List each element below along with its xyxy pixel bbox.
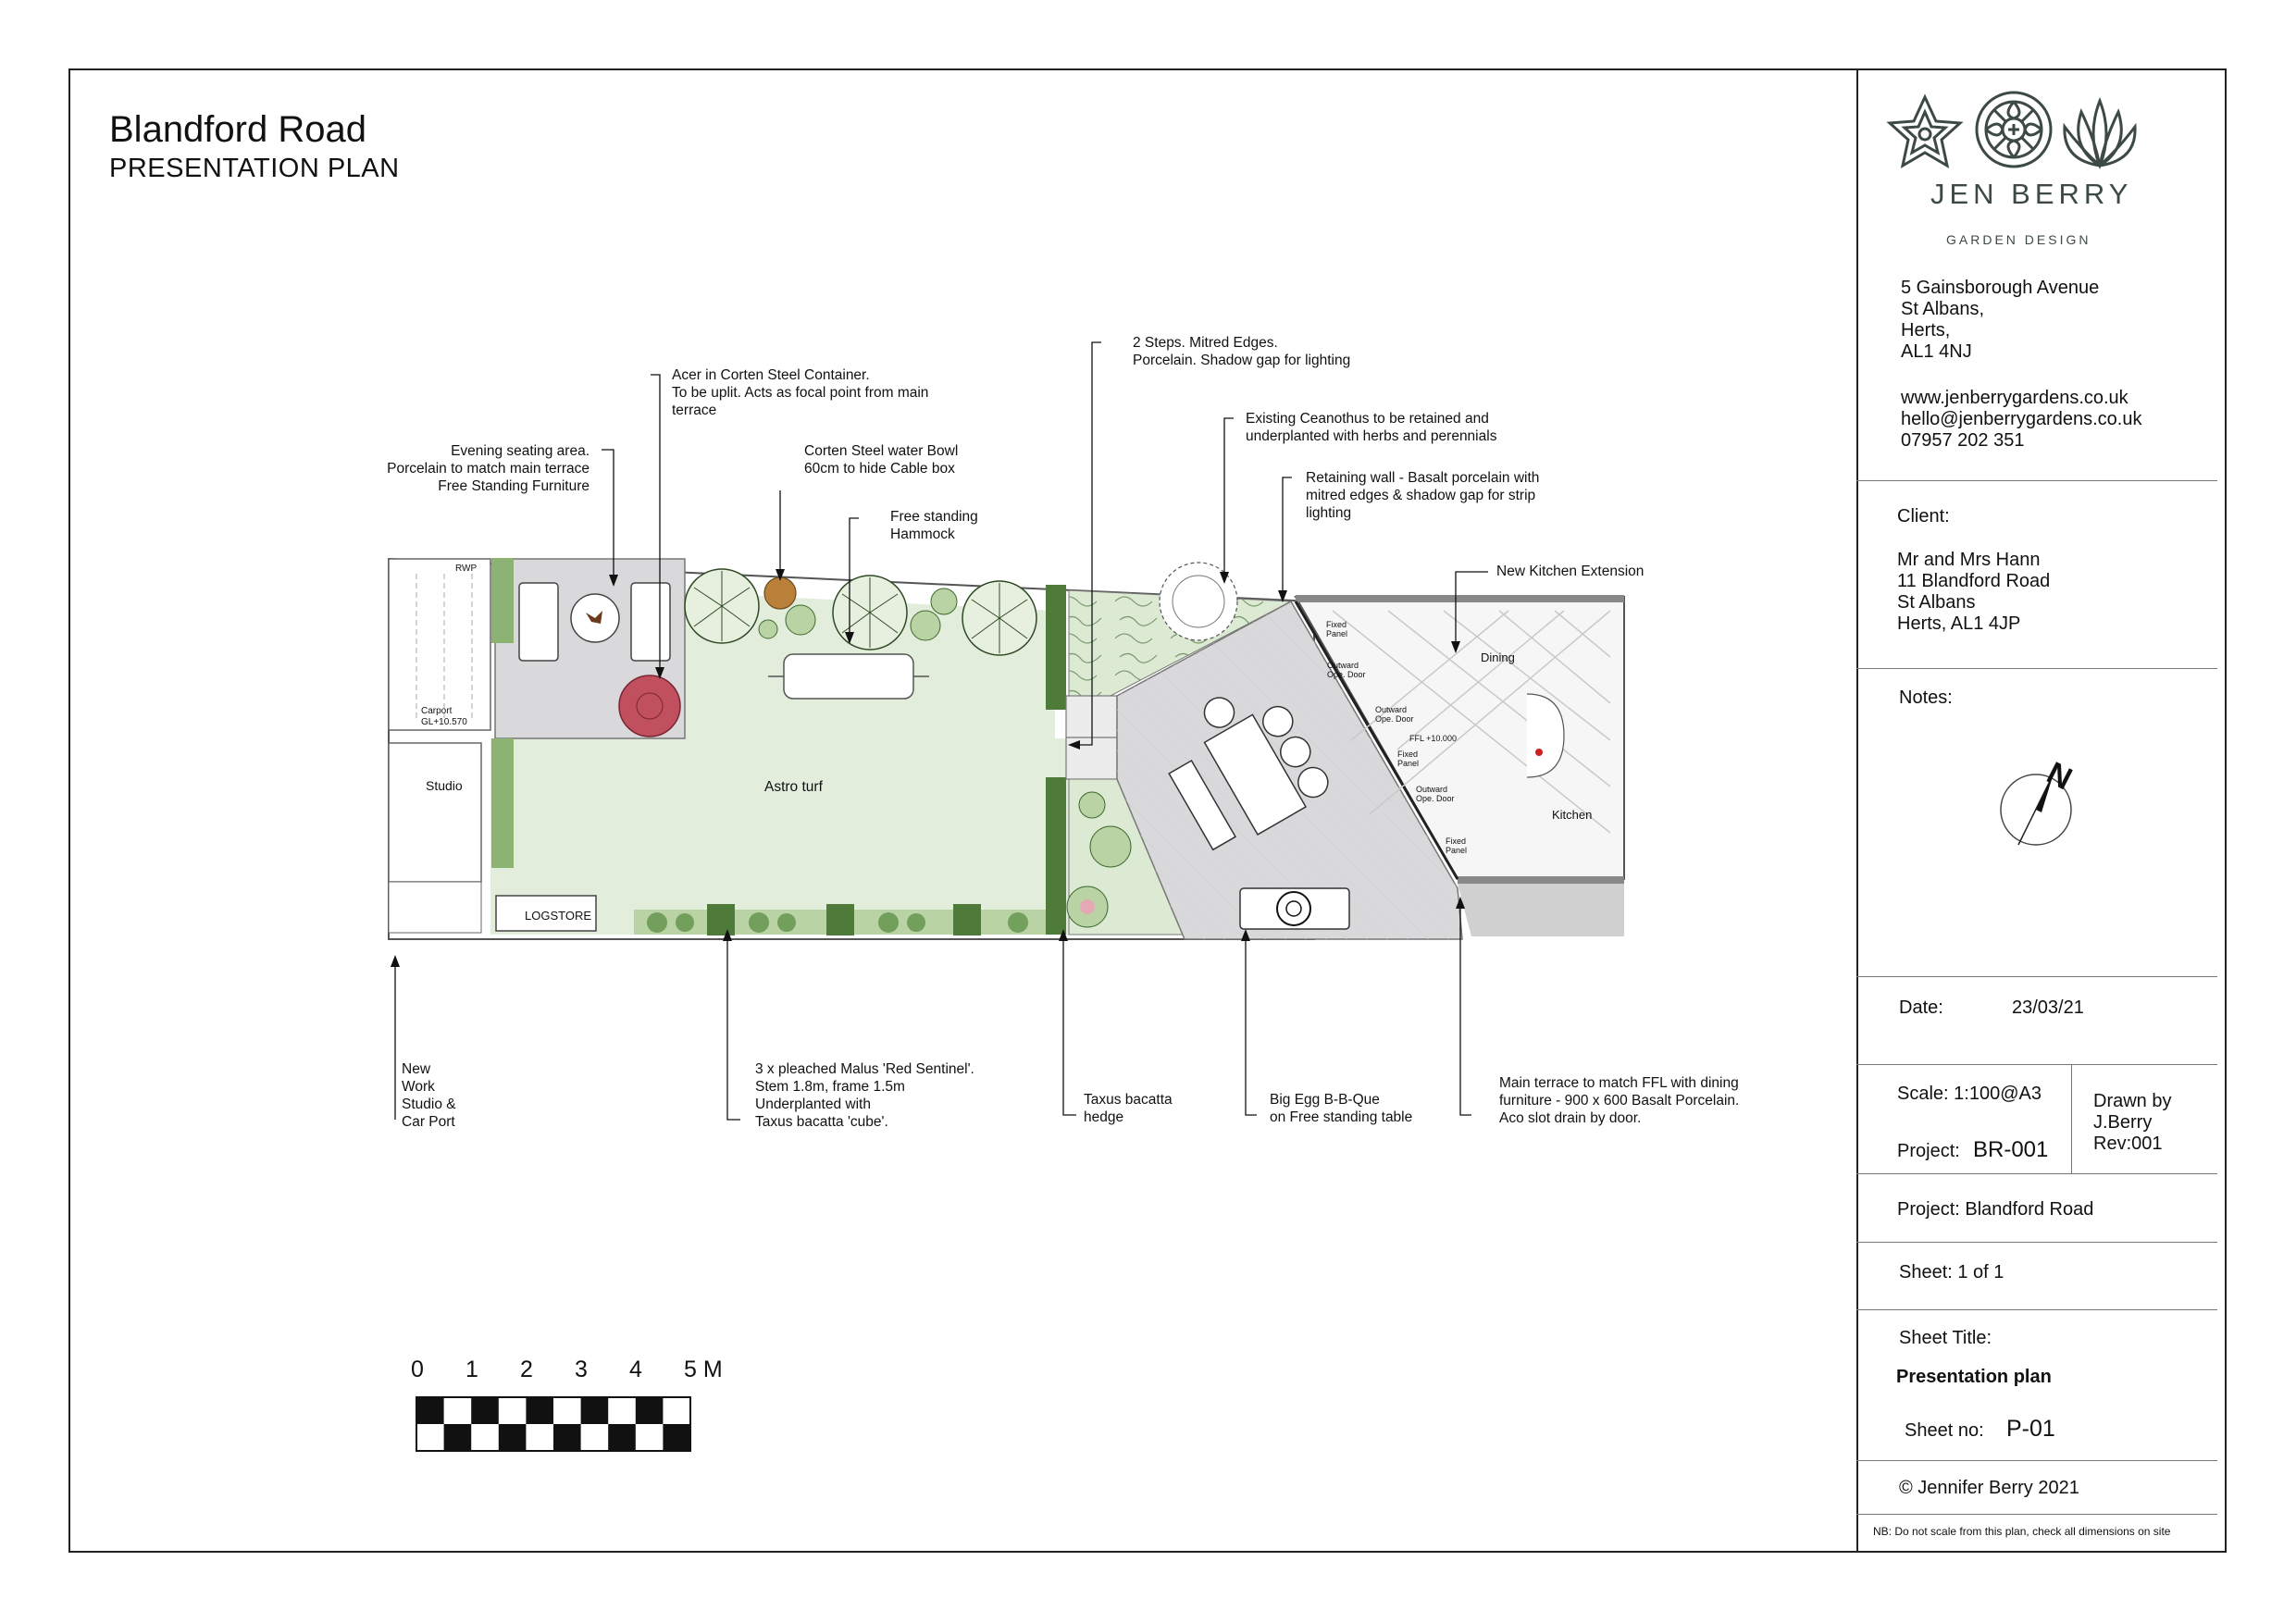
scale-tick-1: 1 — [465, 1357, 478, 1382]
fixed-panel-label: Fixed Panel — [1397, 750, 1420, 768]
svg-text:N: N — [2041, 755, 2078, 798]
fixed-panel-label: Fixed Panel — [1326, 620, 1348, 638]
sheet-no-label: Sheet no: — [1905, 1420, 1984, 1441]
scale-tick-3: 3 — [575, 1357, 588, 1382]
kitchen-label: Kitchen — [1552, 808, 1593, 822]
hammock-note: Free standing Hammock — [890, 509, 978, 542]
astro-turf-label: Astro turf — [764, 779, 823, 795]
notes-label: Notes: — [1899, 688, 1953, 708]
carport-label: Carport GL+10.570 — [421, 706, 467, 727]
phone-number: 07957 202 351 — [1901, 430, 2025, 451]
drawn-by: Drawn by J.Berry Rev:001 — [2093, 1091, 2172, 1154]
logstore-label: LOGSTORE — [525, 909, 592, 923]
date-value: 23/03/21 — [2012, 997, 2084, 1018]
studio-note: New Work Studio & Car Port — [402, 1061, 456, 1130]
scale-label: Scale: 1:100@A3 — [1897, 1084, 2042, 1104]
ffl-label: FFL +10.000 — [1409, 734, 1457, 743]
scale-tick-5: 5 M — [684, 1357, 723, 1382]
door-label: Outward Ope. Door — [1327, 661, 1366, 679]
taxus-note: Taxus bacatta hedge — [1084, 1092, 1173, 1125]
drawing-subtitle: PRESENTATION PLAN — [109, 154, 400, 183]
project-code-label: Project: — [1897, 1141, 1960, 1161]
dining-label: Dining — [1481, 650, 1515, 664]
acer-note: Acer in Corten Steel Container. To be uplit. Acts as focal point from main terrace — [672, 367, 929, 418]
client-label: Client: — [1897, 506, 1950, 527]
drawing-title: Blandford Road — [109, 109, 366, 150]
door-label: Outward Ope. Door — [1416, 785, 1455, 803]
date-label: Date: — [1899, 997, 1943, 1018]
malus-note: 3 x pleached Malus 'Red Sentinel'. Stem 1.8m, frame 1.5m Underplanted with Taxus bacatta 'cube'. — [755, 1061, 974, 1130]
project-code-value: BR-001 — [1973, 1137, 2049, 1162]
sheet-count: Sheet: 1 of 1 — [1899, 1262, 2004, 1282]
terrace-note: Main terrace to match FFL with dining furniture - 900 x 600 Basalt Porcelain. Aco slot drain by door. — [1499, 1075, 1740, 1126]
kitchen-extension-note: New Kitchen Extension — [1496, 564, 1644, 579]
scale-tick-4: 4 — [629, 1357, 642, 1382]
sheet-no-value: P-01 — [2006, 1416, 2055, 1442]
website-link[interactable]: www.jenberrygardens.co.uk — [1901, 388, 2128, 408]
copyright: © Jennifer Berry 2021 — [1899, 1478, 2079, 1498]
rwp-label: RWP — [455, 564, 478, 574]
disclaimer: NB: Do not scale from this plan, check all dimensions on site — [1873, 1525, 2171, 1538]
scale-tick-2: 2 — [520, 1357, 533, 1382]
door-label: Outward Ope. Door — [1375, 705, 1414, 724]
email-link[interactable]: hello@jenberrygardens.co.uk — [1901, 409, 2142, 429]
brand-tagline: GARDEN DESIGN — [1946, 232, 2091, 247]
fixed-panel-label: Fixed Panel — [1446, 836, 1468, 855]
bbq-note: Big Egg B-B-Que on Free standing table — [1270, 1092, 1413, 1125]
sheet-title-value: Presentation plan — [1896, 1367, 2052, 1387]
retaining-wall-note: Retaining wall - Basalt porcelain with mitred edges & shadow gap for strip lighting — [1306, 470, 1540, 521]
client-details: Mr and Mrs Hann 11 Blandford Road St Albans Herts, AL1 4JP — [1897, 550, 2051, 634]
scale-tick-0: 0 — [411, 1357, 424, 1382]
water-bowl-note: Corten Steel water Bowl 60cm to hide Cable box — [804, 443, 959, 477]
steps-note: 2 Steps. Mitred Edges. Porcelain. Shadow gap for lighting — [1133, 335, 1351, 368]
studio-label: Studio — [426, 778, 463, 793]
sheet-title-label: Sheet Title: — [1899, 1328, 1992, 1348]
brand-name: JEN BERRY — [1930, 178, 2133, 210]
ceanothus-note: Existing Ceanothus to be retained and underplanted with herbs and perennials — [1246, 411, 1497, 444]
evening-seating-note: Evening seating area. Porcelain to match main terrace Free Standing Furniture — [387, 443, 590, 494]
designer-address: 5 Gainsborough Avenue St Albans, Herts, AL1 4NJ — [1901, 278, 2100, 362]
project-name: Project: Blandford Road — [1897, 1199, 2094, 1220]
